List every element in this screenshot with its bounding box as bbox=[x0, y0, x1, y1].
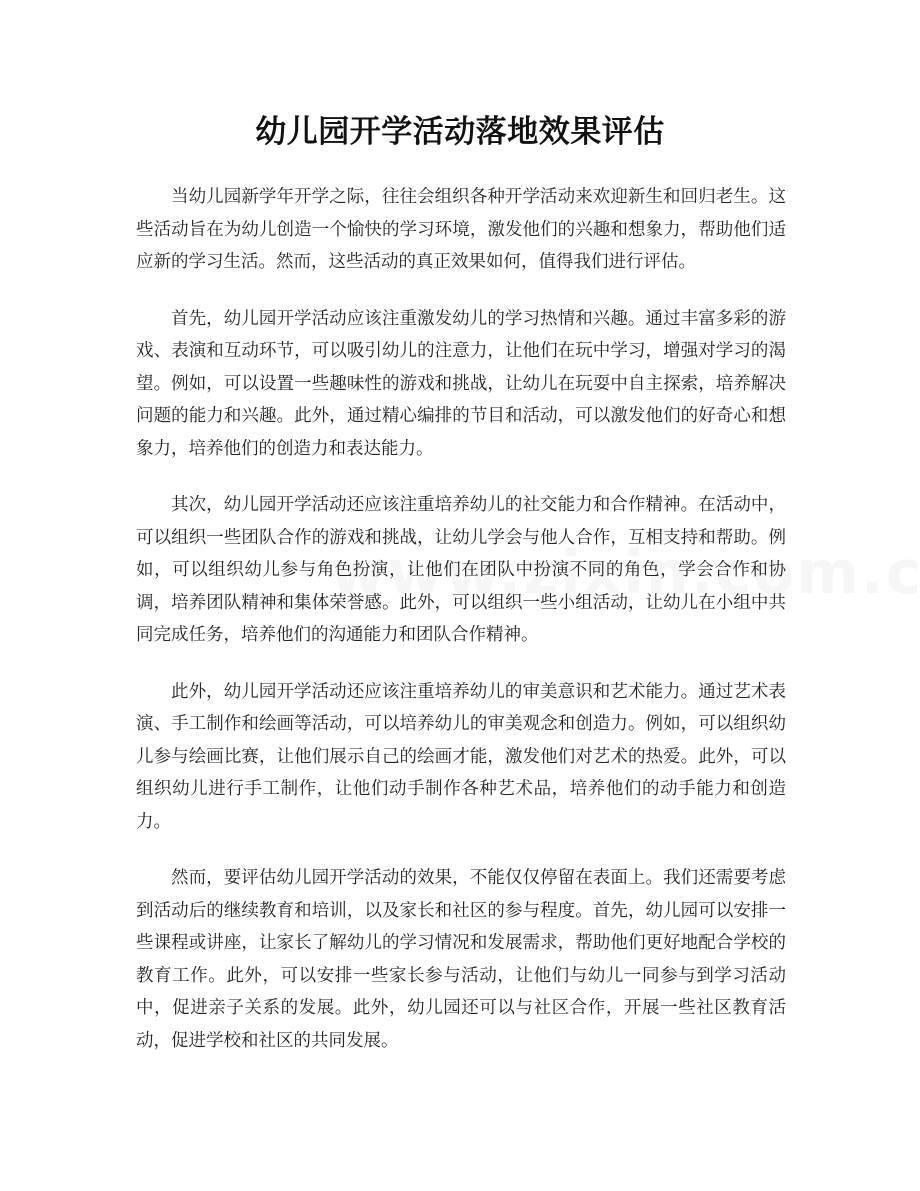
document-body bbox=[136, 181, 786, 1081]
paragraph-evaluation: 然而，要评估幼儿园开学活动的效果，不能仅仅停留在表面上。我们还需要考虑到活动后的继续教育和培训，以及家长和社区的参与程度。首先，幼儿园可以安排一些课程或讲座，让家长了解幼儿的学习情况和发展需求，帮助他们更好地配合学校的教育工作。此外，可以安排一些家长参与活动，让他们与幼儿一同参与到学习活动中，促进亲子关系的发展。此外，幼儿园还可以与社区合作，开展一些社区教育活动，促进学校和社区的共同发展。 bbox=[136, 868, 786, 1051]
paragraph-intro: 当幼儿园新学年开学之际，往往会组织各种开学活动来欢迎新生和回归老生。这些活动旨在为幼儿创造一个愉快的学习环境，激发他们的兴趣和想象力，帮助他们适应新的学习生活。然而，这些活动的真正效果如何，值得我们进行评估。 bbox=[136, 187, 786, 272]
paragraph-art-aesthetics: 此外，幼儿园开学活动还应该注重培养幼儿的审美意识和艺术能力。通过艺术表演、手工制作和绘画等活动，可以培养幼儿的审美观念和创造力。例如，可以组织幼儿参与绘画比赛，让他们展示自己的绘画才能，激发他们对艺术的热爱。此外，可以组织幼儿进行手工制作，让他们动手制作各种艺术品，培养他们的动手能力和创造力。 bbox=[136, 681, 786, 832]
paragraph-social-skills: 其次，幼儿园开学活动还应该注重培养幼儿的社交能力和合作精神。在活动中，可以组织一些团队合作的游戏和挑战，让幼儿学会与他人合作，互相支持和帮助。例如，可以组织幼儿参与角色扮演，让他们在团队中扮演不同的角色，学会合作和协调，培养团队精神和集体荣誉感。此外，可以组织一些小组活动，让幼儿在小组中共同完成任务，培养他们的沟通能力和团队合作精神。 bbox=[136, 495, 786, 645]
paragraph-learning-interest: 首先，幼儿园开学活动应该注重激发幼儿的学习热情和兴趣。通过丰富多彩的游戏、表演和互动环节，可以吸引幼儿的注意力，让他们在玩中学习，增强对学习的渴望。例如，可以设置一些趣味性的游戏和挑战，让幼儿在玩耍中自主探索，培养解决问题的能力和兴趣。此外，通过精心编排的节目和活动，可以激发他们的好奇心和想象力，培养他们的创造力和表达能力。 bbox=[136, 308, 786, 459]
document-title: 幼儿园开学活动落地效果评估 bbox=[255, 114, 665, 150]
